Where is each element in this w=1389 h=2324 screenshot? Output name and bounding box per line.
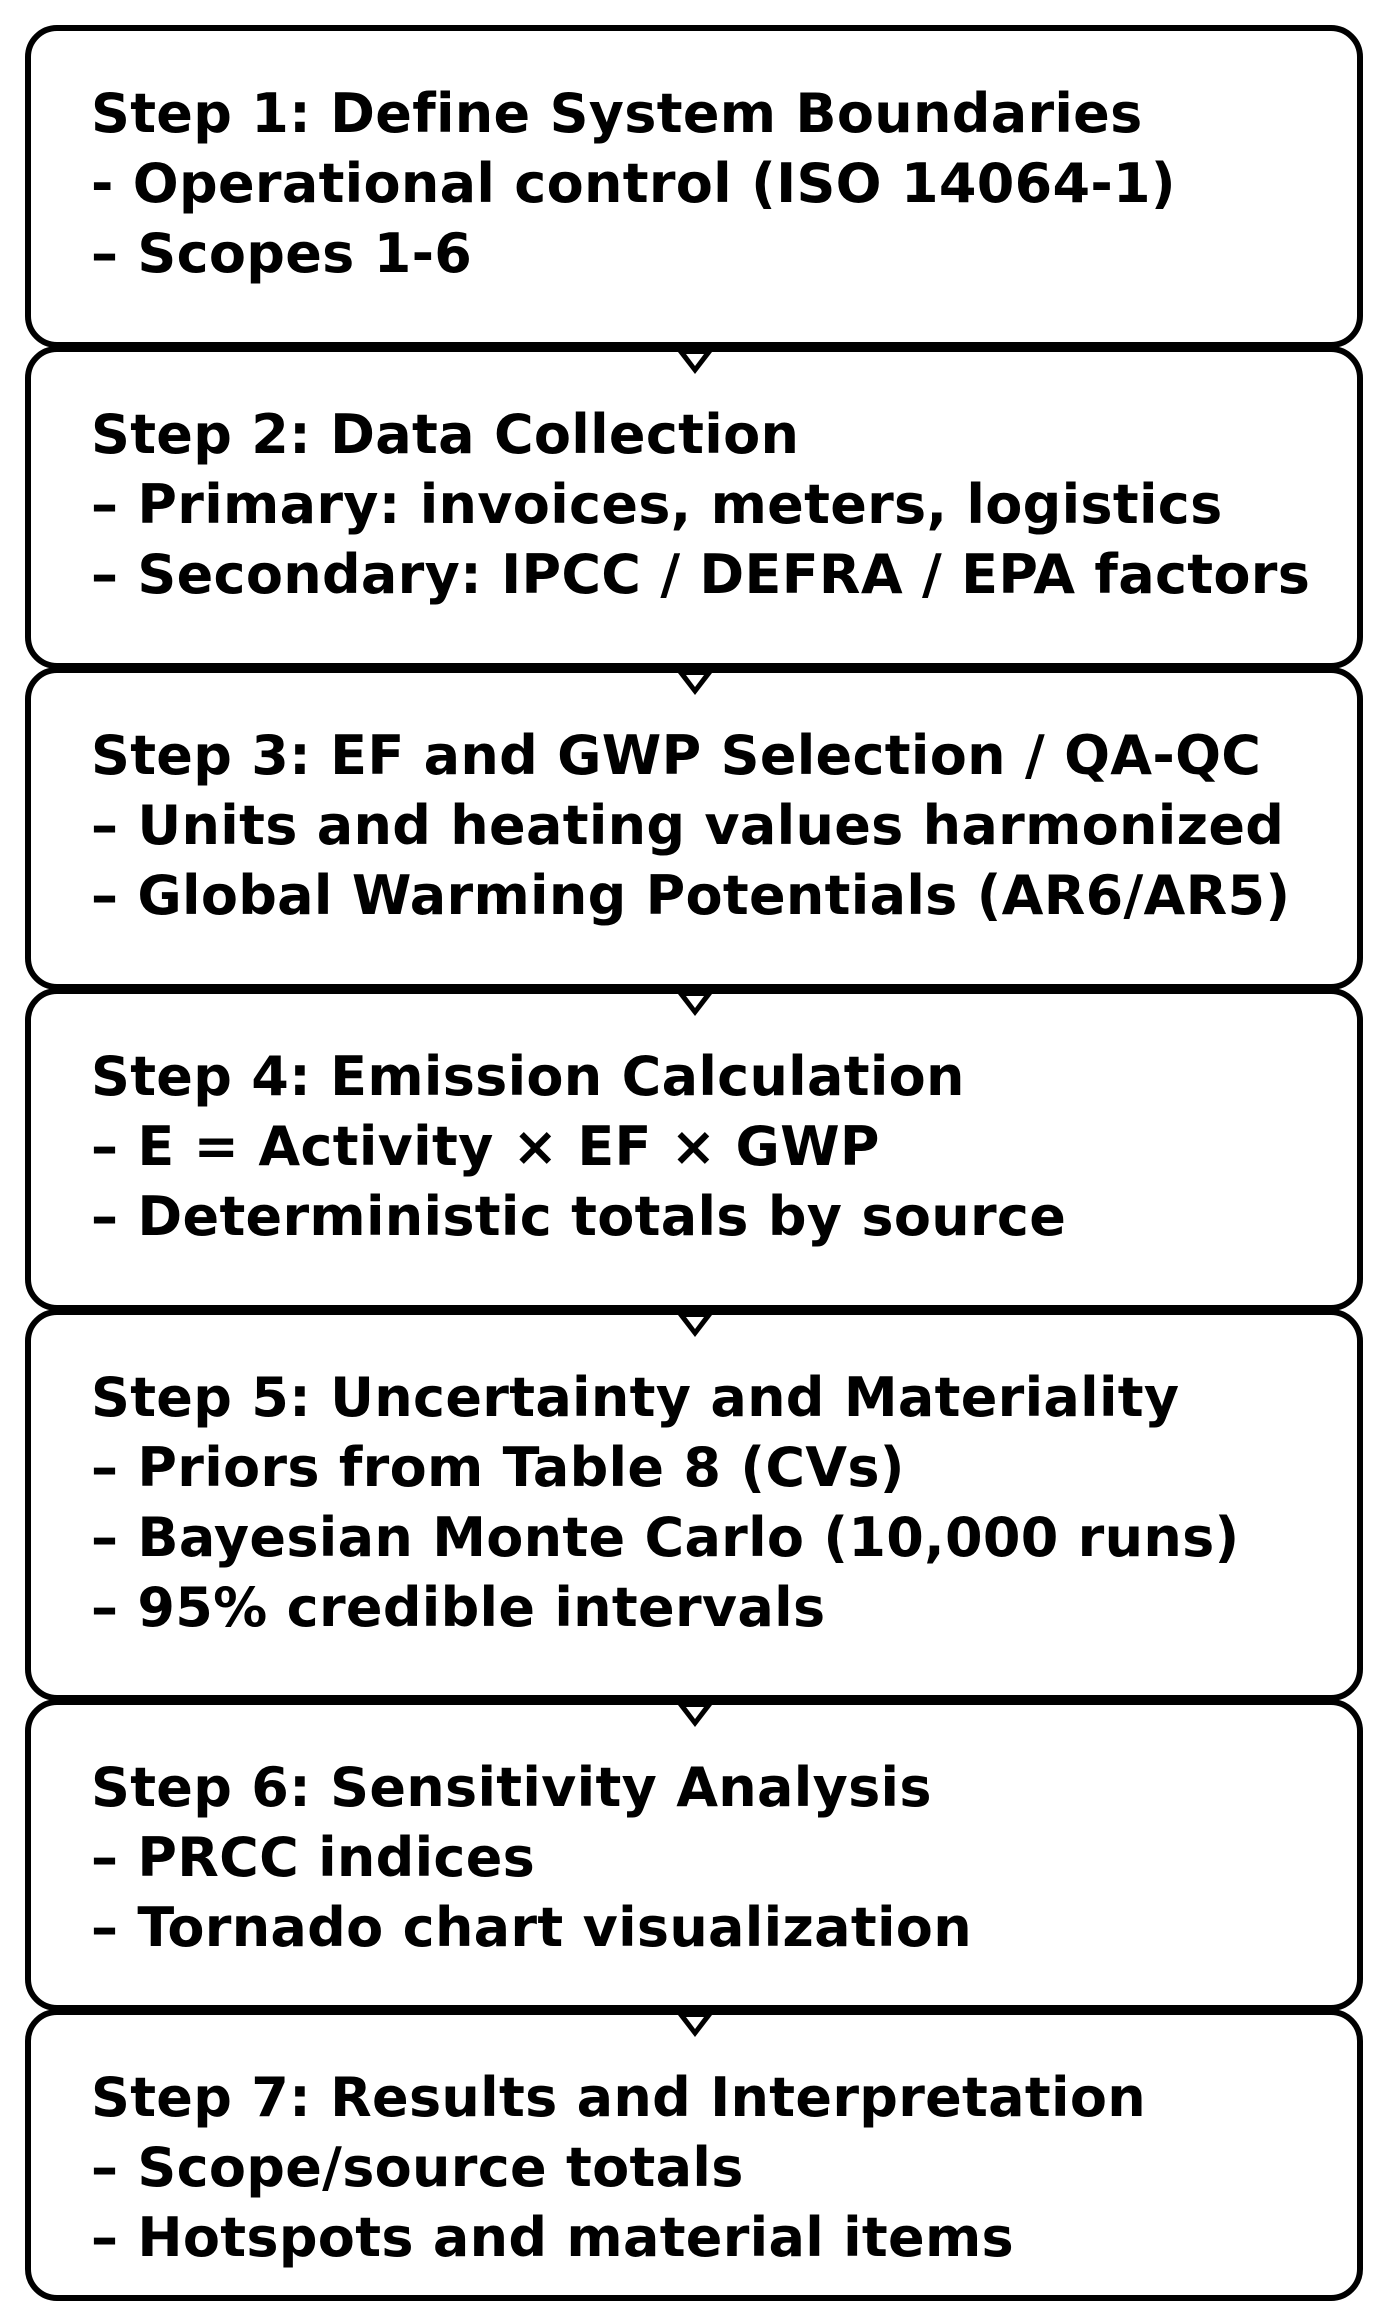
step-3-box	[25, 667, 1363, 990]
step-5-box	[25, 1309, 1363, 1701]
step-3-line-2: – Global Warming Potentials (AR6/AR5)	[91, 864, 1291, 927]
step-6-box	[25, 1699, 1363, 2011]
step-1-title: Step 1: Define System Boundaries	[91, 82, 1143, 145]
step-7-title: Step 7: Results and Interpretation	[91, 2066, 1146, 2129]
step-2-line-2: – Secondary: IPCC / DEFRA / EPA factors	[91, 543, 1311, 606]
step-5-title: Step 5: Uncertainty and Materiality	[91, 1366, 1180, 1429]
step-4-line-2: – Deterministic totals by source	[91, 1185, 1067, 1248]
flow-arrow-5-to-6	[678, 1705, 712, 1727]
step-7-box	[25, 2009, 1363, 2301]
step-2-title: Step 2: Data Collection	[91, 403, 800, 466]
step-4-title: Step 4: Emission Calculation	[91, 1045, 965, 1108]
flow-arrow-1-to-2	[678, 352, 712, 374]
step-3-title: Step 3: EF and GWP Selection / QA-QC	[91, 724, 1262, 787]
step-5-line-2: – Bayesian Monte Carlo (10,000 runs)	[91, 1506, 1240, 1569]
step-4-box	[25, 988, 1363, 1311]
step-7-line-2: – Hotspots and material items	[91, 2206, 1014, 2269]
step-1-box	[25, 25, 1363, 348]
step-2-line-1: – Primary: invoices, meters, logistics	[91, 473, 1223, 536]
step-5-line-3: – 95% credible intervals	[91, 1576, 826, 1639]
step-6-title: Step 6: Sensitivity Analysis	[91, 1756, 932, 1819]
step-1-line-2: – Scopes 1-6	[91, 222, 473, 285]
step-1-line-1: - Operational control (ISO 14064-1)	[91, 152, 1176, 215]
flow-arrow-2-to-3	[678, 673, 712, 695]
step-4-line-1: – E = Activity × EF × GWP	[91, 1115, 880, 1178]
step-5-line-1: – Priors from Table 8 (CVs)	[91, 1436, 905, 1499]
step-7-line-1: – Scope/source totals	[91, 2136, 744, 2199]
step-6-line-2: – Tornado chart visualization	[91, 1896, 972, 1959]
flow-arrow-3-to-4	[678, 994, 712, 1016]
flow-arrow-6-to-7	[678, 2015, 712, 2037]
step-2-box	[25, 346, 1363, 669]
step-3-line-1: – Units and heating values harmonized	[91, 794, 1285, 857]
step-6-line-1: – PRCC indices	[91, 1826, 536, 1889]
flow-arrow-4-to-5	[678, 1315, 712, 1337]
